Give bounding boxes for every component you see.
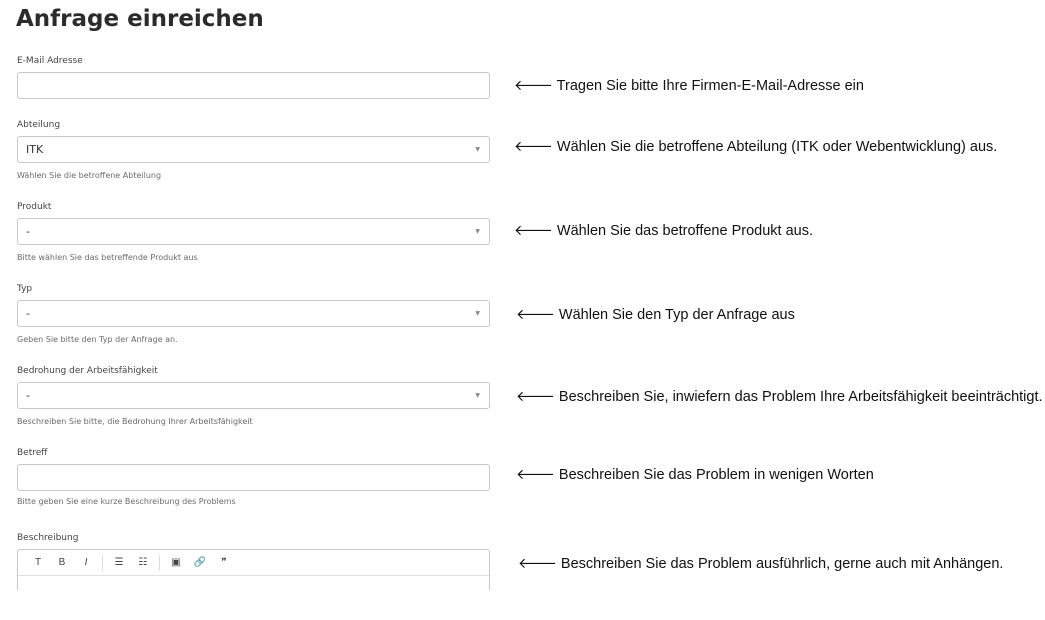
typ-help: Geben Sie bitte den Typ der Anfrage an. — [17, 335, 178, 344]
produkt-select[interactable] — [17, 218, 490, 245]
annotation-produkt: 🡐 Wählen Sie das betroffene Produkt aus. — [514, 223, 813, 239]
bedrohung-value: - — [26, 389, 30, 402]
chevron-down-icon: ▼ — [475, 392, 480, 399]
typ-select[interactable] — [17, 300, 490, 327]
arrow-left-icon: 🡐 — [518, 556, 557, 572]
annotation-beschreibung: 🡐 Beschreiben Sie das Problem ausführlich, gerne auch mit Anhängen. — [518, 556, 1004, 572]
arrow-left-icon: 🡐 — [516, 307, 555, 323]
arrow-left-icon: 🡐 — [514, 78, 553, 94]
arrow-left-icon: 🡐 — [516, 467, 555, 483]
arrow-left-icon: 🡐 — [514, 223, 553, 239]
annotation-abteilung: 🡐 Wählen Sie die betroffene Abteilung (ITK oder Webentwicklung) aus. — [514, 139, 998, 155]
abteilung-select[interactable] — [17, 136, 490, 163]
bedrohung-select[interactable] — [17, 382, 490, 409]
quote-icon[interactable]: ❞ — [221, 557, 227, 568]
betreff-label: Betreff — [17, 448, 48, 458]
annotation-typ: 🡐 Wählen Sie den Typ der Anfrage aus — [516, 307, 795, 323]
email-label: E-Mail Adresse — [17, 56, 83, 66]
abteilung-value: ITK — [26, 143, 44, 156]
chevron-down-icon: ▼ — [475, 228, 480, 235]
email-input[interactable] — [17, 72, 490, 99]
abteilung-help: Wählen Sie die betroffene Abteilung — [17, 171, 162, 180]
bedrohung-label: Bedrohung der Arbeitsfähigkeit — [17, 366, 158, 376]
divider — [102, 555, 103, 571]
produkt-help: Bitte wählen Sie das betreffende Produkt aus — [17, 253, 198, 262]
bold-button[interactable]: B — [58, 557, 66, 568]
link-icon[interactable]: 🔗 — [193, 557, 207, 568]
betreff-input[interactable] — [17, 464, 490, 491]
page-title: Anfrage einreichen — [16, 6, 264, 32]
beschreibung-label: Beschreibung — [17, 533, 79, 543]
numbered-list-icon[interactable]: ☷ — [138, 557, 148, 568]
produkt-label: Produkt — [17, 202, 52, 212]
produkt-value: - — [26, 225, 30, 238]
typ-value: - — [26, 307, 30, 320]
bullet-list-icon[interactable]: ☰ — [114, 557, 124, 568]
italic-button[interactable]: I — [84, 557, 88, 568]
betreff-help: Bitte geben Sie eine kurze Beschreibung des Problems — [17, 497, 236, 506]
chevron-down-icon: ▼ — [475, 146, 480, 153]
text-style-button[interactable]: T — [34, 557, 42, 568]
abteilung-label: Abteilung — [17, 120, 61, 130]
editor-toolbar — [18, 550, 489, 576]
chevron-down-icon: ▼ — [475, 310, 480, 317]
typ-label: Typ — [17, 284, 33, 294]
annotation-betreff: 🡐 Beschreiben Sie das Problem in wenigen Worten — [516, 467, 874, 483]
bedrohung-help: Beschreiben Sie bitte, die Bedrohung Ihrer Arbeitsfähigkeit — [17, 417, 253, 426]
image-icon[interactable]: ▣ — [171, 557, 181, 568]
divider — [159, 555, 160, 571]
annotation-bedrohung: 🡐 Beschreiben Sie, inwiefern das Problem Ihre Arbeitsfähigkeit beeinträchtigt. — [516, 389, 1043, 405]
arrow-left-icon: 🡐 — [514, 139, 553, 155]
annotation-email: 🡐 Tragen Sie bitte Ihre Firmen-E-Mail-Adresse ein — [514, 78, 864, 94]
arrow-left-icon: 🡐 — [516, 389, 555, 405]
